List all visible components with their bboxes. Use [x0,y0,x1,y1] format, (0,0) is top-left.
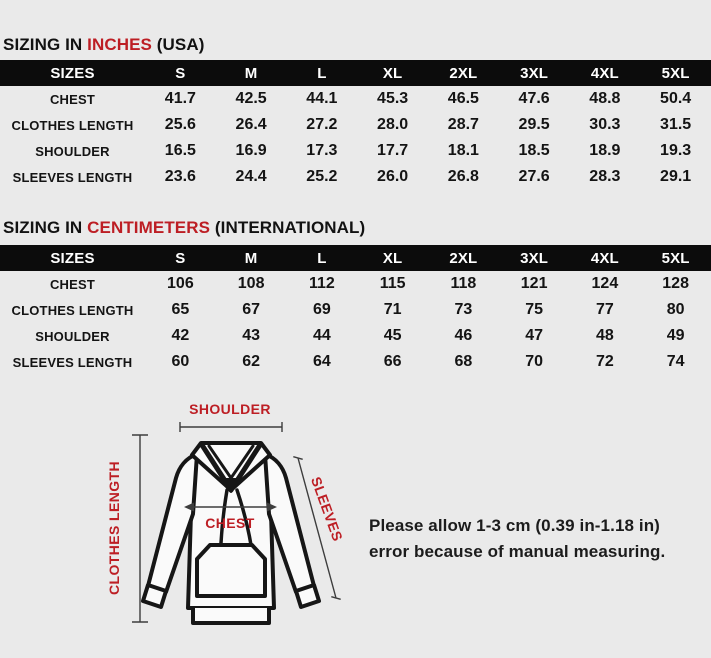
table-row [0,297,711,323]
size-value-cell: 41.7 [164,90,196,107]
table-row [0,323,711,349]
size-value-cell: 48.8 [589,90,621,107]
size-value-cell: 18.9 [589,142,621,159]
column-header-l: L [287,245,358,271]
size-value-cell: 44 [312,327,331,344]
size-value-cell: 30.3 [589,116,621,133]
size-value-cell: 118 [450,275,477,292]
column-header-m: M [216,60,287,86]
table-row [0,86,711,112]
size-value-cell: 42 [171,327,190,344]
row-label: SHOULDER [35,143,110,159]
table-row [0,164,711,190]
size-value-cell: 44.1 [306,90,338,107]
measuring-note-line2: error because of manual measuring. [369,542,666,561]
size-value-cell: 106 [167,275,194,292]
clothes-length-measure-label: CLOTHES LENGTH [106,461,122,595]
size-value-cell: 65 [171,301,190,318]
table-row [0,271,711,297]
column-header-2xl: 2XL [428,245,499,271]
column-header-sizes: SIZES [0,60,145,86]
size-value-cell: 28.7 [447,116,479,133]
hoodie-measurement-diagram [95,393,350,658]
column-header-4xl: 4XL [570,245,641,271]
row-label: CHEST [49,276,96,292]
size-value-cell: 75 [525,301,544,318]
size-value-cell: 50.4 [660,90,692,107]
title-suffix: (INTERNATIONAL) [210,218,366,237]
size-value-cell: 18.5 [518,142,550,159]
size-value-cell: 24.4 [235,168,267,185]
size-value-cell: 27.6 [518,168,550,185]
size-value-cell: 47 [525,327,544,344]
size-value-cell: 108 [237,275,265,292]
column-header-xl: XL [357,60,428,86]
sleeves-measure-label: SLEEVES [307,474,347,544]
size-value-cell: 66 [383,353,402,370]
column-header-3xl: 3XL [499,60,570,86]
column-header-5xl: 5XL [640,60,711,86]
size-value-cell: 16.5 [164,142,196,159]
size-value-cell: 80 [666,301,685,318]
size-value-cell: 69 [312,301,331,318]
size-value-cell: 115 [379,275,406,292]
measuring-note-line1: Please allow 1-3 cm (0.39 in-1.18 in) [369,516,660,535]
size-value-cell: 17.3 [306,142,338,159]
size-value-cell: 25.2 [306,168,338,185]
size-value-cell: 26.4 [235,116,267,133]
size-value-cell: 124 [591,275,619,292]
size-value-cell: 31.5 [660,116,692,133]
size-value-cell: 71 [383,301,402,318]
size-value-cell: 46 [454,327,473,344]
size-value-cell: 48 [595,327,614,344]
chest-measure-label: CHEST [205,515,255,531]
size-value-cell: 42.5 [235,90,267,107]
size-value-cell: 28.0 [377,116,409,133]
size-value-cell: 19.3 [660,142,692,159]
size-table-inches [0,60,711,190]
shoulder-measure-label: SHOULDER [189,401,271,417]
size-value-cell: 26.0 [377,168,409,185]
size-value-cell: 73 [454,301,473,318]
title-prefix: SIZING IN [3,35,88,54]
size-value-cell: 29.5 [518,116,550,133]
column-header-s: S [145,60,216,86]
size-value-cell: 27.2 [306,116,338,133]
size-value-cell: 62 [242,353,261,370]
size-value-cell: 17.7 [377,142,409,159]
column-header-m: M [216,245,287,271]
size-value-cell: 74 [666,353,685,370]
size-value-cell: 60 [171,353,190,370]
column-header-sizes: SIZES [0,245,145,271]
row-label: CLOTHES LENGTH [11,117,134,133]
table-row [0,112,711,138]
size-value-cell: 45 [383,327,402,344]
size-value-cell: 29.1 [660,168,692,185]
column-header-l: L [287,60,358,86]
table-row [0,138,711,164]
column-header-4xl: 4XL [570,60,641,86]
size-value-cell: 68 [454,353,473,370]
row-label: CLOTHES LENGTH [11,302,134,318]
title-prefix: SIZING IN [3,218,88,237]
measuring-note [369,513,665,565]
size-value-cell: 70 [525,353,544,370]
column-header-5xl: 5XL [640,245,711,271]
size-value-cell: 43 [242,327,261,344]
table-row [0,349,711,375]
title-unit-highlight: CENTIMETERS [87,218,211,237]
size-value-cell: 16.9 [235,142,267,159]
row-label: CHEST [49,91,96,107]
size-value-cell: 128 [662,275,689,292]
column-header-3xl: 3XL [499,245,570,271]
size-value-cell: 49 [666,327,685,344]
row-label: SLEEVES LENGTH [12,354,133,370]
size-table-centimeters [0,245,711,375]
size-value-cell: 26.8 [447,168,479,185]
section-title-centimeters [3,218,365,238]
section-title-inches [3,35,205,55]
row-label: SLEEVES LENGTH [12,169,133,185]
size-value-cell: 28.3 [589,168,621,185]
size-value-cell: 67 [242,301,261,318]
size-value-cell: 112 [308,275,335,292]
size-value-cell: 45.3 [377,90,409,107]
column-header-xl: XL [357,245,428,271]
size-value-cell: 25.6 [164,116,196,133]
size-value-cell: 64 [312,353,331,370]
size-value-cell: 47.6 [518,90,550,107]
row-label: SHOULDER [35,328,110,344]
table-header-row [0,245,711,271]
table-header-row [0,60,711,86]
column-header-2xl: 2XL [428,60,499,86]
size-value-cell: 72 [595,353,614,370]
size-value-cell: 121 [520,275,548,292]
size-value-cell: 18.1 [447,142,479,159]
column-header-s: S [145,245,216,271]
size-value-cell: 77 [595,301,614,318]
size-value-cell: 23.6 [164,168,196,185]
size-value-cell: 46.5 [447,90,479,107]
title-unit-highlight: INCHES [87,35,152,54]
title-suffix: (USA) [151,35,205,54]
